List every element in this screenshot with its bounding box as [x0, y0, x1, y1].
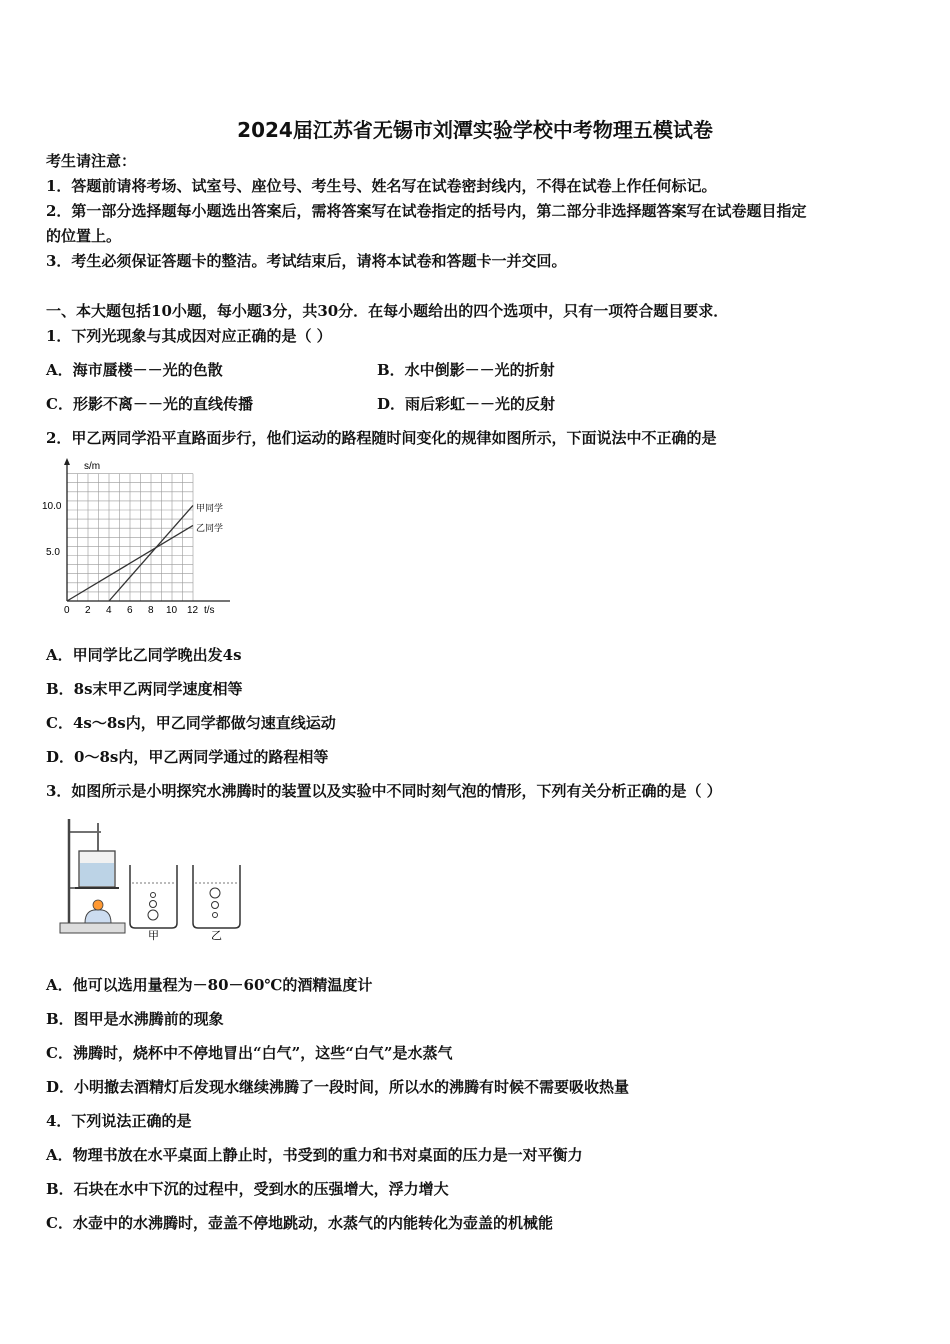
- q4-option-b: B．石块在水中下沉的过程中，受到水的压强增大，浮力增大: [46, 1180, 449, 1198]
- label-yi: 乙: [211, 930, 222, 942]
- x-tick-label: 6: [127, 605, 133, 616]
- x-tick-label: 0: [64, 605, 70, 616]
- beaker-yi: [193, 865, 240, 928]
- legend-yi: 乙同学: [196, 523, 224, 533]
- y-tick-10: 10.0: [42, 501, 62, 512]
- beaker-jia: [130, 865, 177, 928]
- bubble-yi: [213, 913, 218, 918]
- q3-option-c: C．沸腾时，烧杯中不停地冒出“白气”，这些“白气”是水蒸气: [46, 1044, 453, 1062]
- q2-option-d: D．0～8s内，甲乙两同学通过的路程相等: [46, 748, 329, 766]
- q1-stem: 1．下列光现象与其成因对应正确的是（ ）: [46, 327, 332, 345]
- q3-stem: 3．如图所示是小明探究水沸腾时的装置以及实验中不同时刻气泡的情形，下列有关分析正确的是（ ）: [46, 782, 722, 800]
- q3-option-d: D．小明撤去酒精灯后发现水继续沸腾了一段时间，所以水的沸腾有时候不需要吸收热量: [46, 1078, 630, 1096]
- page-title: 2024届江苏省无锡市刘潭实验学校中考物理五模试卷: [237, 118, 713, 142]
- flask-water: [80, 863, 114, 886]
- q1-option-a: A．海市蜃楼－－光的色散: [46, 361, 223, 379]
- label-jia: 甲: [148, 930, 159, 942]
- q1-option-b: B．水中倒影－－光的折射: [377, 361, 555, 379]
- stand-base: [60, 923, 125, 933]
- q2-stem: 2．甲乙两同学沿平直路面步行，他们运动的路程随时间变化的规律如图所示，下面说法中不正确的是: [46, 429, 717, 447]
- x-tick-label: 12: [187, 605, 199, 616]
- q3-option-a: A．他可以选用量程为－80－60℃的酒精温度计: [46, 976, 373, 994]
- q4-option-c: C．水壶中的水沸腾时，壶盖不停地跳动，水蒸气的内能转化为壶盖的机械能: [46, 1214, 553, 1232]
- y-axis-label: s/m: [84, 461, 101, 472]
- x-tick-label: 4: [106, 605, 112, 616]
- burner-flame: [93, 900, 103, 910]
- y-tick-5: 5.0: [46, 547, 60, 558]
- notice-item-2-cont: 的位置上。: [46, 227, 122, 245]
- q1-option-c: C．形影不离－－光的直线传播: [46, 395, 253, 413]
- bubble-yi: [210, 888, 220, 898]
- x-tick-label: 10: [166, 605, 178, 616]
- q1-option-d: D．雨后彩虹－－光的反射: [377, 395, 556, 413]
- s-t-graph: [40, 455, 235, 620]
- bubble-jia: [148, 910, 158, 920]
- section-instruction: 一、本大题包括10小题，每小题3分，共30分．在每小题给出的四个选项中，只有一项符合题目要求．: [46, 302, 729, 320]
- x-tick-label: 2: [85, 605, 91, 616]
- x-axis-label: t/s: [204, 605, 215, 616]
- notice-item-2: 2．第一部分选择题每小题选出答案后，需将答案写在试卷指定的括号内，第二部分非选择题答案写在试卷题目指定: [46, 202, 807, 220]
- q3-option-b: B．图甲是水沸腾前的现象: [46, 1010, 224, 1028]
- bubble-jia: [151, 893, 156, 898]
- q2-option-c: C．4s～8s内，甲乙同学都做匀速直线运动: [46, 714, 336, 732]
- notice-heading: 考生请注意：: [46, 152, 137, 170]
- y-axis-arrow: [64, 458, 70, 465]
- q4-option-a: A．物理书放在水平桌面上静止时，书受到的重力和书对桌面的压力是一对平衡力: [46, 1146, 583, 1164]
- q4-stem: 4．下列说法正确的是: [46, 1112, 192, 1130]
- q2-option-a: A．甲同学比乙同学晚出发4s: [46, 646, 242, 664]
- x-tick-label: 8: [148, 605, 154, 616]
- bubble-yi: [212, 902, 219, 909]
- bubble-jia: [150, 901, 157, 908]
- alcohol-lamp: [85, 910, 111, 923]
- notice-item-3: 3．考生必须保证答题卡的整洁。考试结束后，请将本试卷和答题卡一并交回。: [46, 252, 567, 270]
- q2-option-b: B．8s末甲乙两同学速度相等: [46, 680, 243, 698]
- legend-jia: 甲同学: [196, 503, 224, 513]
- notice-item-1: 1．答题前请将考场、试室号、座位号、考生号、姓名写在试卷密封线内，不得在试卷上作任何标记。: [46, 177, 717, 195]
- boiling-apparatus-figure: [55, 815, 250, 943]
